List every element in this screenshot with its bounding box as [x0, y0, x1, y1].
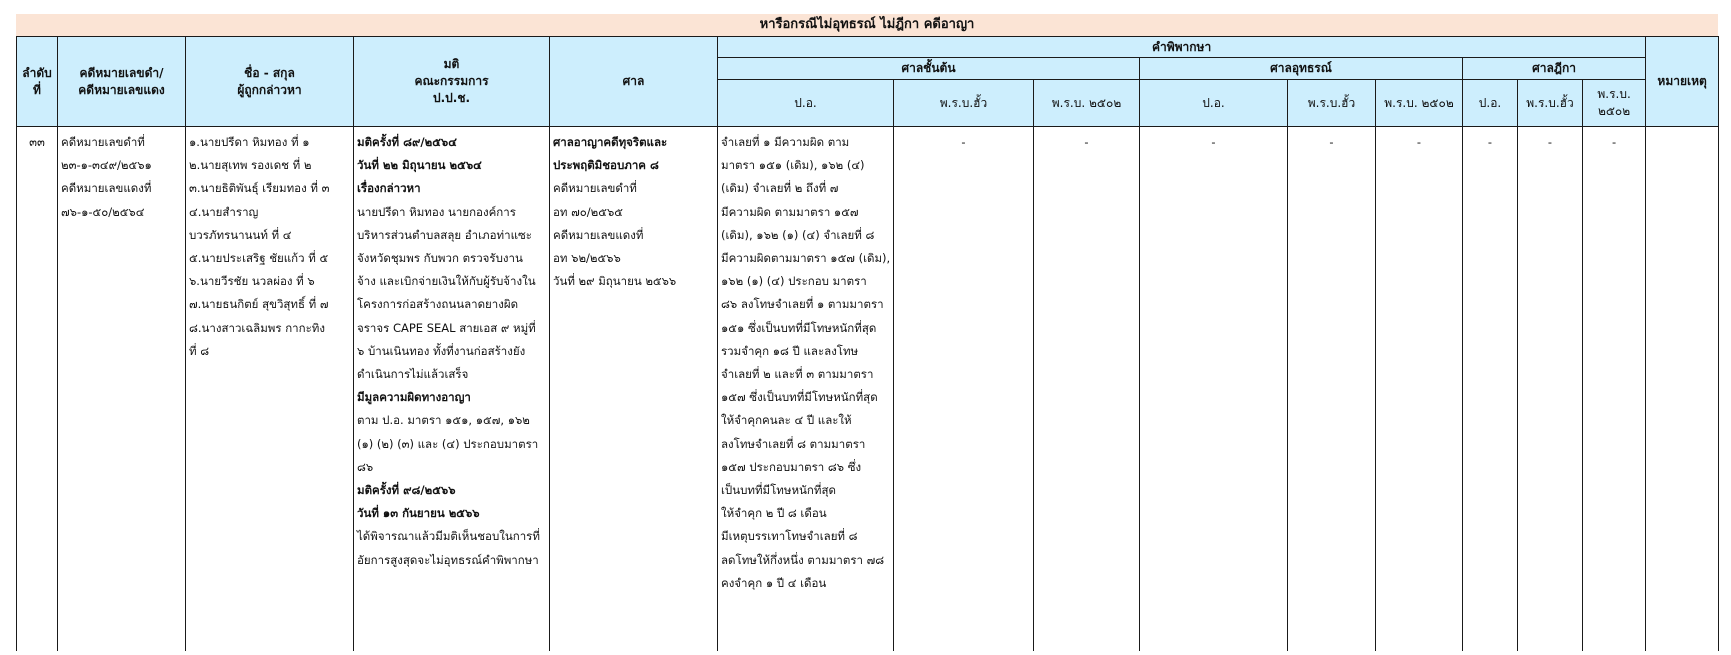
- header-court-appeal: ศาลอุทธรณ์: [1140, 58, 1463, 80]
- cell-case-number: คดีหมายเลขดำที่ ๒๓-๑-๓๔๙/๒๕๖๑ คดีหมายเลขแดงที่ ๗๖-๑-๕๐/๒๕๖๔: [58, 127, 186, 652]
- cell-appeal-criminal-code: -: [1140, 127, 1288, 652]
- cell-first-act-hua: -: [894, 127, 1034, 652]
- table-row: [17, 127, 1719, 652]
- cell-appeal-act-2502: -: [1376, 127, 1463, 652]
- header-court-first: ศาลชั้นต้น: [718, 58, 1140, 80]
- cell-supreme-act-2502: -: [1583, 127, 1646, 652]
- header-remark: หมายเหตุ: [1646, 37, 1719, 127]
- header-first-criminal-code: ป.อ.: [718, 80, 894, 127]
- cell-resolution: มติครั้งที่ ๘๙/๒๕๖๔ วันที่ ๒๒ มิถุนายน ๒๕๖๔ เรื่องกล่าวหา นายปรีดา หิมทอง นายกองค์การ บริหารส่วนตำบลสลุย อำเภอท่าแซะ จังหวัดชุมพร กับพวก ตรวจรับงาน จ้าง และเบิกจ่ายเงินให้กับผู้รับจ้างใน โครงการก่อสร้างถนนลาดยางผิด จราจร CAPE SEAL สายเอส ๙ หมู่ที่ ๖ บ้านเนินทอง ทั้งที่งานก่อสร้างยัง ดำเนินการไม่แล้วเสร็จ มีมูลความผิดทางอาญา ตาม ป.อ. มาตรา ๑๕๑, ๑๕๗, ๑๖๒ (๑) (๒) (๓) และ (๔) ประกอบมาตรา ๘๖ มติครั้งที่ ๙๘/๒๕๖๖ วันที่ ๑๓ กันยายน ๒๕๖๖ ได้พิจารณาแล้วมีมติเห็นชอบในการที่ อัยการสูงสุดจะไม่อุทธรณ์คำพิพากษา: [354, 127, 550, 652]
- header-case-number: คดีหมายเลขดำ/ คดีหมายเลขแดง: [58, 37, 186, 127]
- cell-no: ๓๓: [17, 127, 58, 652]
- header-accused: ชื่อ - สกุล ผู้ถูกกล่าวหา: [186, 37, 354, 127]
- header-supreme-act-hua: พ.ร.บ.ฮั้ว: [1518, 80, 1583, 127]
- header-court: ศาล: [550, 37, 718, 127]
- header-judgment: คำพิพากษา: [718, 37, 1646, 58]
- case-table: [16, 36, 1719, 651]
- header-appeal-act-2502: พ.ร.บ. ๒๕๐๒: [1376, 80, 1463, 127]
- header-supreme-act-2502: พ.ร.บ. ๒๕๐๒: [1583, 80, 1646, 127]
- table-title: หารือกรณีไม่อุทธรณ์ ไม่ฎีกา คดีอาญา: [16, 14, 1718, 36]
- header-supreme-criminal-code: ป.อ.: [1463, 80, 1518, 127]
- cell-court: ศาลอาญาคดีทุจริตและ ประพฤติมิชอบภาค ๘ คดีหมายเลขดำที่ อท ๗๐/๒๕๖๕ คดีหมายเลขแดงที่ อท ๖๒/๒๕๖๖ วันที่ ๒๙ มิถุนายน ๒๕๖๖: [550, 127, 718, 652]
- cell-first-criminal-code: จำเลยที่ ๑ มีความผิด ตาม มาตรา ๑๕๑ (เดิม), ๑๖๒ (๔) (เดิม) จำเลยที่ ๒ ถึงที่ ๗ มีความผิด ตามมาตรา ๑๕๗ (เดิม), ๑๖๒ (๑) (๔) จำเลยที่ ๘ มีความผิดตามมาตรา ๑๕๗ (เดิม), ๑๖๒ (๑) (๔) ประกอบ มาตรา ๘๖ ลงโทษจำเลยที่ ๑ ตามมาตรา ๑๕๑ ซึ่งเป็นบทที่มีโทษหนักที่สุด รวมจำคุก ๑๘ ปี และลงโทษ จำเลยที่ ๒ และที่ ๓ ตามมาตรา ๑๕๗ ซึ่งเป็นบทที่มีโทษหนักที่สุด ให้จำคุกคนละ ๔ ปี และให้ ลงโทษจำเลยที่ ๘ ตามมาตรา ๑๕๗ ประกอบมาตรา ๘๖ ซึ่ง เป็นบทที่มีโทษหนักที่สุด ให้จำคุก ๒ ปี ๘ เดือน มีเหตุบรรเทาโทษจำเลยที่ ๘ ลดโทษให้กึ่งหนึ่ง ตามมาตรา ๗๘ คงจำคุก ๑ ปี ๔ เดือน: [718, 127, 894, 652]
- header-resolution: มติ คณะกรรมการ ป.ป.ช.: [354, 37, 550, 127]
- header-appeal-criminal-code: ป.อ.: [1140, 80, 1288, 127]
- cell-first-act-2502: -: [1034, 127, 1140, 652]
- header-first-act-2502: พ.ร.บ. ๒๕๐๒: [1034, 80, 1140, 127]
- header-appeal-act-hua: พ.ร.บ.ฮั้ว: [1288, 80, 1376, 127]
- cell-accused: ๑.นายปรีดา หิมทอง ที่ ๑ ๒.นายสุเทพ รองเดช ที่ ๒ ๓.นายธิติพันธุ์ เรียมทอง ที่ ๓ ๔.นายสำราญ บวรภัทรนานนท์ ที่ ๔ ๕.นายประเสริฐ ชัยแก้ว ที่ ๕ ๖.นายวีรชัย นวลผ่อง ที่ ๖ ๗.นายธนกิตย์ สุขวิสุทธิ์ ที่ ๗ ๘.นางสาวเฉลิมพร กากะทิง ที่ ๘: [186, 127, 354, 652]
- cell-supreme-act-hua: -: [1518, 127, 1583, 652]
- header-court-supreme: ศาลฎีกา: [1463, 58, 1646, 80]
- cell-supreme-criminal-code: -: [1463, 127, 1518, 652]
- cell-appeal-act-hua: -: [1288, 127, 1376, 652]
- header-first-act-hua: พ.ร.บ.ฮั้ว: [894, 80, 1034, 127]
- header-no: ลำดับ ที่: [17, 37, 58, 127]
- cell-remark: [1646, 127, 1719, 652]
